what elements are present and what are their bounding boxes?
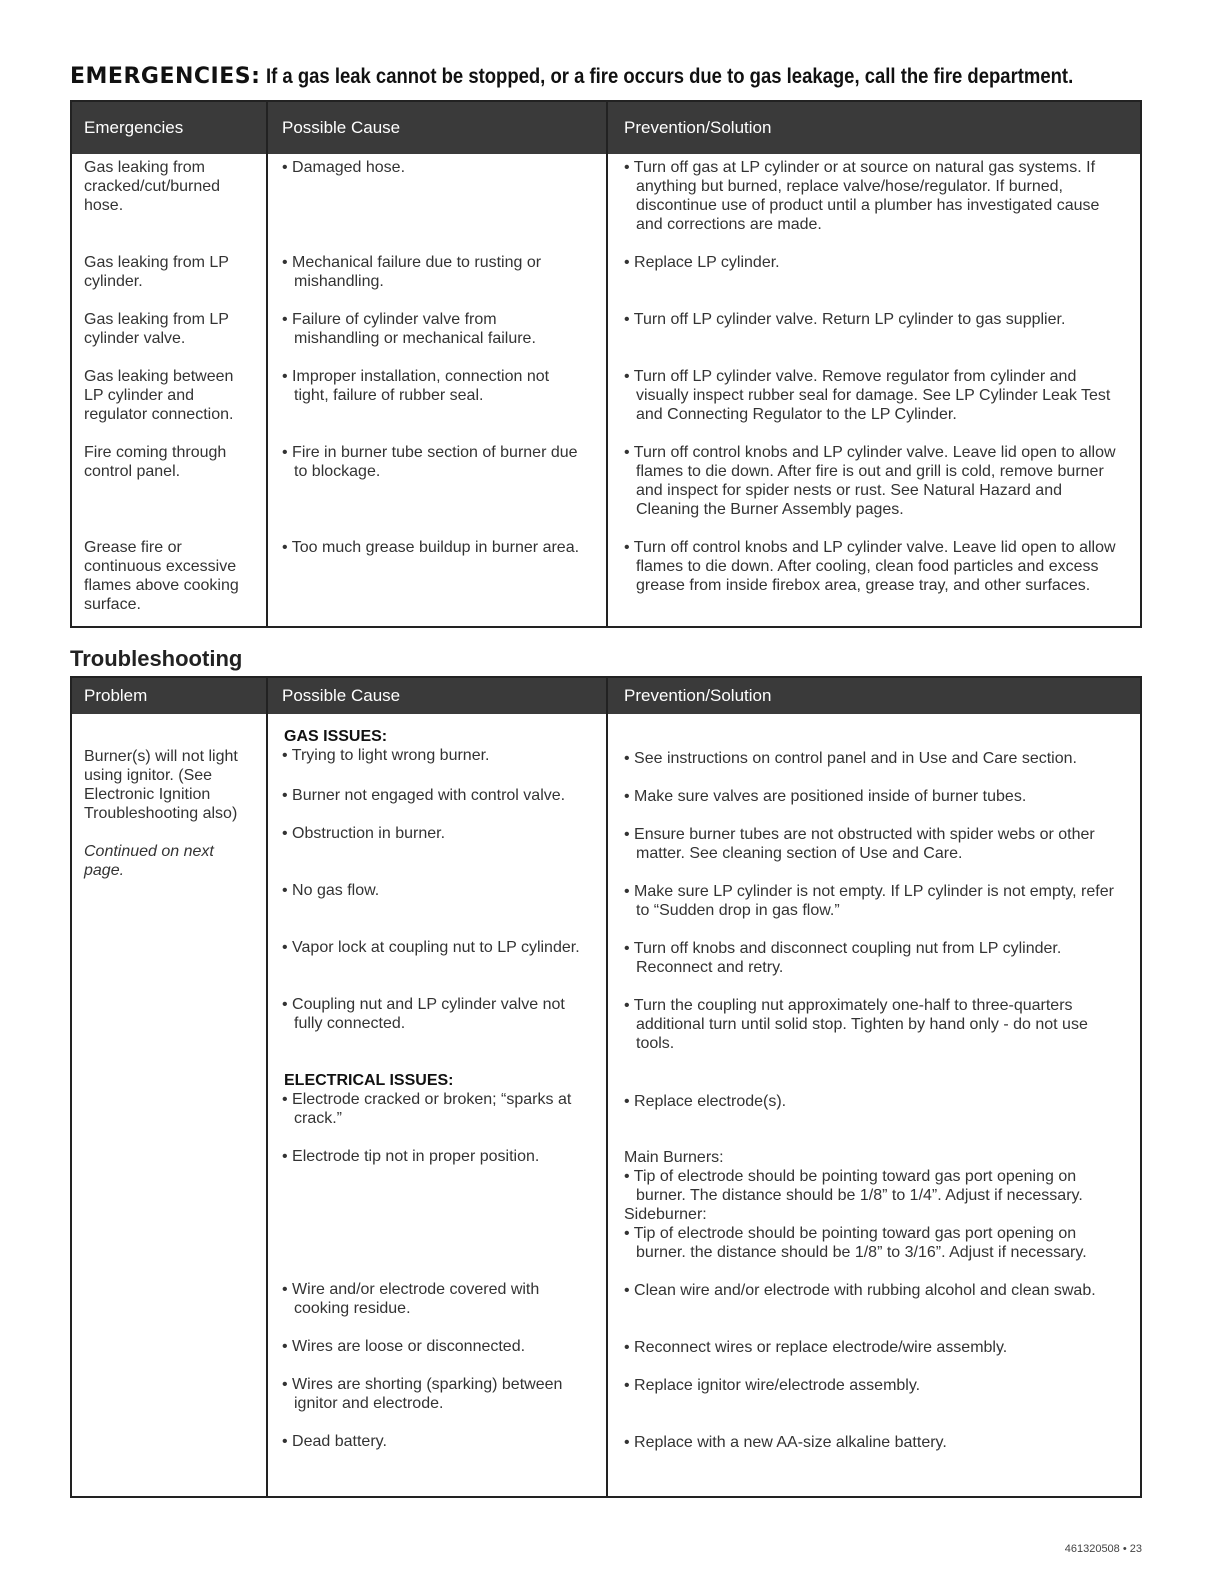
sideburner-solution: • Tip of electrode should be pointing toward gas port opening on burner. the distance should be 1/8” to 3/16”. Adjust if necessary. — [624, 1225, 1087, 1261]
cause-cell: • Electrode tip not in proper position. — [282, 1148, 540, 1165]
solution-cell: • Make sure LP cylinder is not empty. If LP cylinder is not empty, refer to “Sudden drop in gas flow.” — [624, 883, 1114, 919]
header-prevention-solution: Prevention/Solution — [624, 118, 772, 137]
cause-cell: • Failure of cylinder valve from mishandling or mechanical failure. — [282, 311, 536, 347]
gas-issues-label: GAS ISSUES: — [284, 728, 388, 745]
cause-cell: • Fire in burner tube section of burner due to blockage. — [282, 444, 578, 480]
continued-note: Continued on next page. — [84, 843, 214, 879]
solution-cell: • Clean wire and/or electrode with rubbing alcohol and clean swab. — [624, 1282, 1096, 1299]
solution-cell: • Replace ignitor wire/electrode assembly. — [624, 1377, 921, 1394]
solution-cell: • Reconnect wires or replace electrode/wire assembly. — [624, 1339, 1008, 1356]
column-divider — [606, 678, 608, 1496]
header-emergencies: Emergencies — [84, 118, 184, 137]
cause-cell: • Vapor lock at coupling nut to LP cylinder. — [282, 939, 580, 956]
emergencies-table — [70, 100, 1142, 628]
column-divider — [266, 102, 268, 626]
header-possible-cause: Possible Cause — [282, 118, 401, 137]
cause-cell: • Mechanical failure due to rusting or mishandling. — [282, 254, 542, 290]
cause-cell: • Damaged hose. — [282, 159, 406, 176]
solution-cell: • Turn the coupling nut approximately one-half to three-quarters additional turn until solid stop. Tighten by hand only - do not use tools. — [624, 997, 1088, 1052]
solution-cell: • Turn off LP cylinder valve. Return LP cylinder to gas supplier. — [624, 311, 1066, 328]
main-burners-label: Main Burners: — [624, 1149, 724, 1166]
solution-cell: • See instructions on control panel and in Use and Care section. — [624, 750, 1077, 767]
emergencies-title-text: If a gas leak cannot be stopped, or a fire occurs due to gas leakage, call the fire department. — [266, 65, 1074, 88]
troubleshooting-table — [70, 676, 1142, 1498]
solution-cell: • Replace electrode(s). — [624, 1093, 787, 1110]
cause-cell: • Coupling nut and LP cylinder valve not fully connected. — [282, 996, 565, 1032]
solution-cell: • Turn off gas at LP cylinder or at source on natural gas systems. If anything but burned, replace valve/hose/regulator. If burned, discontinue use of product until a plumber has investigated cause and corrections are made. — [624, 159, 1100, 233]
emergencies-title-label: EMERGENCIES: — [70, 64, 261, 89]
solution-cell: • Replace with a new AA-size alkaline battery. — [624, 1434, 947, 1451]
main-burners-solution: • Tip of electrode should be pointing toward gas port opening on burner. The distance should be 1/8” to 1/4”. Adjust if necessary. — [624, 1168, 1083, 1204]
header-problem: Problem — [84, 686, 148, 705]
solution-cell: • Turn off control knobs and LP cylinder valve. Leave lid open to allow flames to die down. After cooling, clean food particles and excess grease from inside firebox area, grease tray, and other surfaces. — [624, 539, 1116, 594]
cause-cell: • Too much grease buildup in burner area. — [282, 539, 580, 556]
emergency-cell: Gas leaking from LP cylinder valve. — [84, 311, 229, 347]
cause-cell: • Trying to light wrong burner. — [282, 747, 490, 764]
sideburner-label: Sideburner: — [624, 1206, 707, 1223]
emergencies-title — [70, 64, 1160, 89]
emergency-cell: Gas leaking from cracked/cut/burned hose. — [84, 159, 221, 214]
problem-cell: Burner(s) will not light using ignitor. (See Electronic Ignition Troubleshooting also) — [84, 748, 238, 822]
cause-cell: • Wires are loose or disconnected. — [282, 1338, 526, 1355]
column-divider — [266, 678, 268, 1496]
electrical-issues-label: ELECTRICAL ISSUES: — [284, 1072, 454, 1089]
solution-cell: • Turn off knobs and disconnect coupling nut from LP cylinder. Reconnect and retry. — [624, 940, 1062, 976]
cause-cell: • Improper installation, connection not tight, failure of rubber seal. — [282, 368, 550, 404]
header-prevention-solution: Prevention/Solution — [624, 686, 772, 705]
cause-cell: • Obstruction in burner. — [282, 825, 446, 842]
emergency-cell: Gas leaking between LP cylinder and regulator connection. — [84, 368, 234, 423]
cause-cell: • Burner not engaged with control valve. — [282, 787, 566, 804]
solution-cell: • Ensure burner tubes are not obstructed with spider webs or other matter. See cleaning section of Use and Care. — [624, 826, 1095, 862]
emergency-cell: Grease fire or continuous excessive flames above cooking surface. — [84, 539, 239, 613]
page-number: 461320508 • 23 — [1064, 1543, 1142, 1555]
cause-cell: • No gas flow. — [282, 882, 380, 899]
cause-cell: • Electrode cracked or broken; “sparks at crack.” — [282, 1091, 572, 1127]
cause-cell: • Wires are shorting (sparking) between ignitor and electrode. — [282, 1376, 563, 1412]
solution-cell: • Make sure valves are positioned inside of burner tubes. — [624, 788, 1027, 805]
emergency-cell: Fire coming through control panel. — [84, 444, 227, 480]
solution-cell: • Replace LP cylinder. — [624, 254, 780, 271]
solution-cell: • Turn off control knobs and LP cylinder valve. Leave lid open to allow flames to die down. After fire is out and grill is cold, remove burner and inspect for spider nests or rust. See Natural Hazard and Cleaning the Burner Assembly pages. — [624, 444, 1116, 518]
solution-cell: • Turn off LP cylinder valve. Remove regulator from cylinder and visually inspect rubber seal for damage. See LP Cylinder Leak Test and Connecting Regulator to the LP Cylinder. — [624, 368, 1111, 423]
column-divider — [606, 102, 608, 626]
troubleshooting-heading: Troubleshooting — [70, 646, 243, 671]
header-possible-cause: Possible Cause — [282, 686, 401, 705]
emergency-cell: Gas leaking from LP cylinder. — [84, 254, 229, 290]
electrode-position-solution — [624, 1148, 1124, 1262]
cause-cell: • Dead battery. — [282, 1433, 387, 1450]
cause-cell: • Wire and/or electrode covered with cooking residue. — [282, 1281, 540, 1317]
